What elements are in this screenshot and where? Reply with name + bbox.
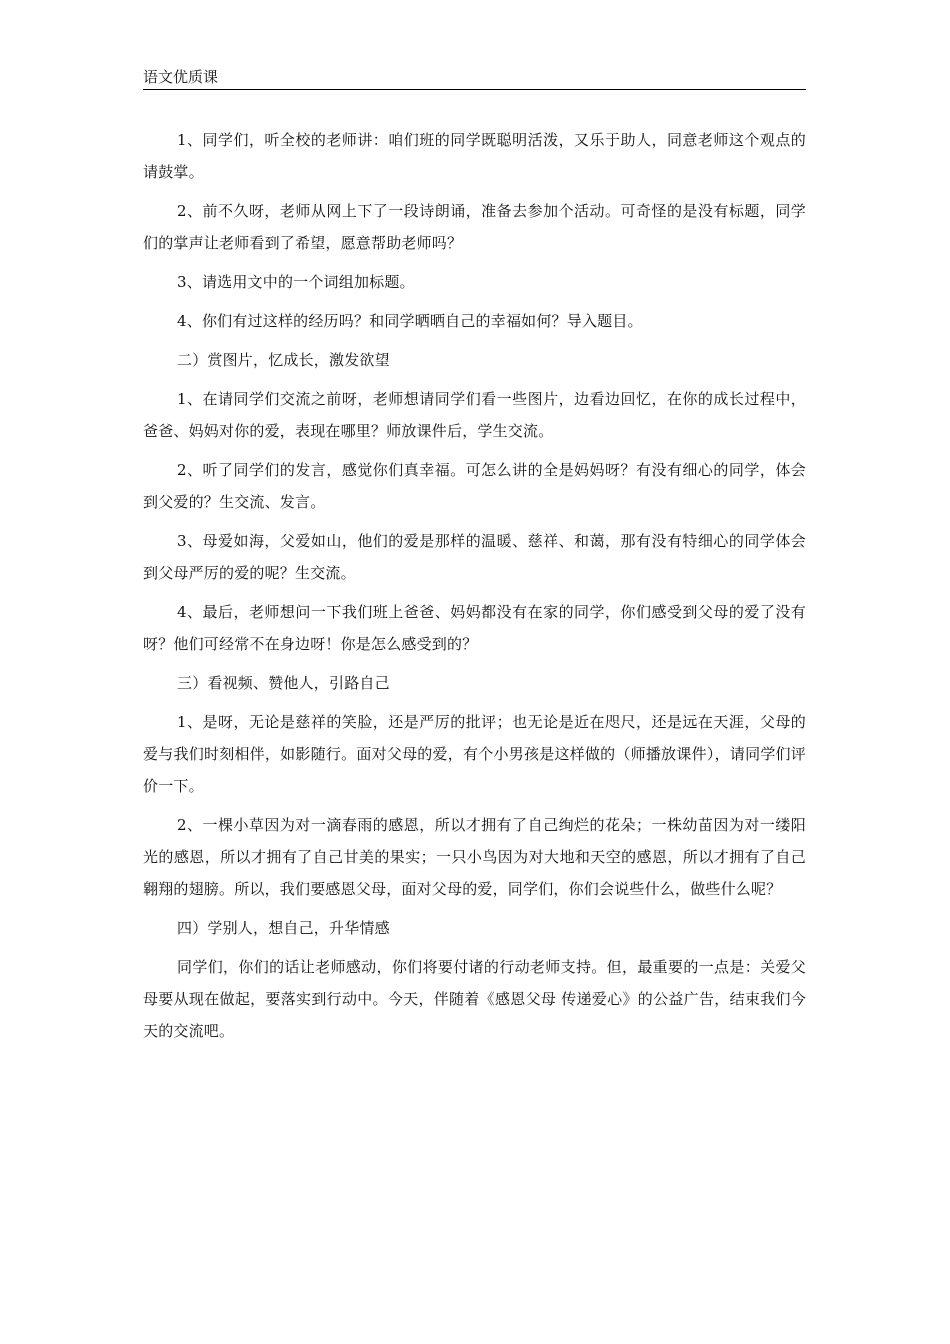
document-body (143, 124, 806, 1047)
section-heading: 四）学别人，想自己，升华情感 (177, 919, 390, 937)
page-header (143, 68, 806, 90)
paragraph: 1、同学们，听全校的老师讲：咱们班的同学既聪明活泼，又乐于助人，同意老师这个观点的请鼓掌。 (143, 131, 806, 181)
paragraph: 2、前不久呀，老师从网上下了一段诗朗诵，准备去参加个活动。可奇怪的是没有标题，同学们的掌声让老师看到了希望，愿意帮助老师吗？ (143, 202, 806, 252)
paragraph: 2、一棵小草因为对一滴春雨的感恩，所以才拥有了自己绚烂的花朵；一株幼苗因为对一缕阳光的感恩，所以才拥有了自己甘美的果实；一只小鸟因为对大地和天空的感恩，所以才拥有了自己翱翔的翅膀。所以，我们要感恩父母，面对父母的爱，同学们，你们会说些什么，做些什么呢？ (143, 816, 806, 898)
section-heading: 二）赏图片，忆成长，激发欲望 (177, 351, 390, 369)
paragraph: 2、听了同学们的发言，感觉你们真幸福。可怎么讲的全是妈妈呀？有没有细心的同学，体会到父爱的？生交流、发言。 (143, 461, 806, 511)
header-title: 语文优质课 (143, 68, 219, 86)
section-heading: 三）看视频、赞他人，引路自己 (177, 674, 390, 692)
paragraph: 同学们，你们的话让老师感动，你们将要付诸的行动老师支持。但，最重要的一点是：关爱父母要从现在做起，要落实到行动中。今天，伴随着《感恩父母 传递爱心》的公益广告，结束我们今天的交流吧。 (143, 958, 806, 1040)
paragraph: 3、请选用文中的一个词组加标题。 (177, 273, 415, 291)
paragraph: 1、在请同学们交流之前呀，老师想请同学们看一些图片，边看边回忆，在你的成长过程中，爸爸、妈妈对你的爱，表现在哪里？师放课件后，学生交流。 (143, 390, 806, 440)
paragraph: 4、你们有过这样的经历吗？和同学晒晒自己的幸福如何？导入题目。 (177, 312, 643, 330)
paragraph: 4、最后，老师想问一下我们班上爸爸、妈妈都没有在家的同学，你们感受到父母的爱了没有呀？他们可经常不在身边呀！你是怎么感受到的？ (143, 603, 806, 653)
paragraph: 3、母爱如海，父爱如山，他们的爱是那样的温暖、慈祥、和蔼，那有没有特细心的同学体会到父母严厉的爱的呢？生交流。 (143, 532, 806, 582)
paragraph: 1、是呀，无论是慈祥的笑脸，还是严厉的批评；也无论是近在咫尺，还是远在天涯，父母的爱与我们时刻相伴，如影随行。面对父母的爱，有个小男孩是这样做的（师播放课件），请同学们评价一下。 (143, 713, 806, 795)
